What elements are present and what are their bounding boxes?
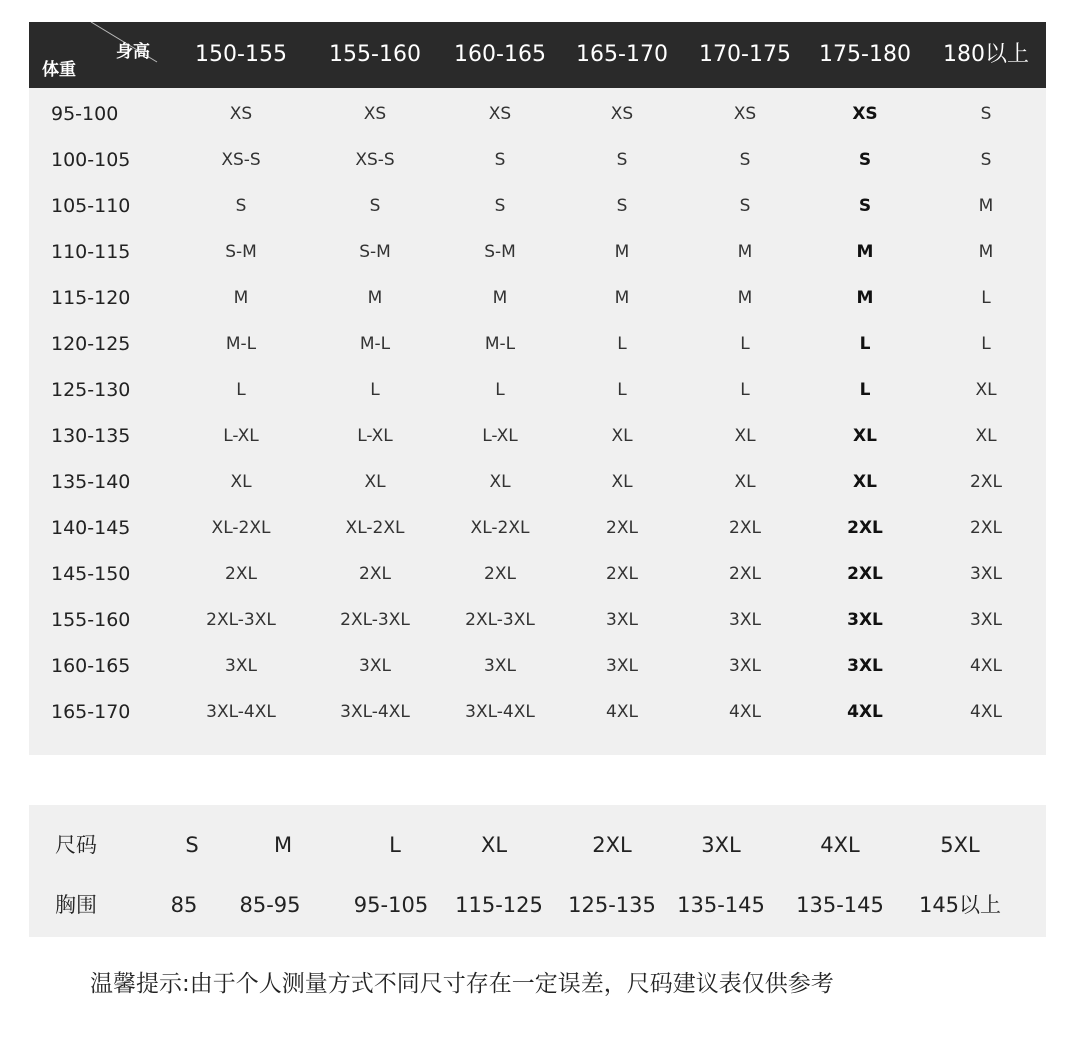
table-row — [29, 689, 1046, 735]
size-cell: L — [236, 380, 246, 400]
chest-value-cell: 145以上 — [918, 893, 1002, 917]
size-cell: S — [369, 196, 381, 216]
table-row — [29, 459, 1046, 505]
height-range-header: 180以上 — [943, 42, 1029, 67]
size-cell: S — [494, 196, 506, 216]
size-code-cell: 5XL — [940, 833, 980, 857]
size-cell: M-L — [359, 334, 391, 354]
table-row — [29, 229, 1046, 275]
table-row — [29, 275, 1046, 321]
chest-row-label: 胸围 — [55, 893, 97, 917]
size-cell: 2XL — [729, 564, 761, 584]
size-cell: S — [858, 150, 872, 170]
size-cell: L — [617, 380, 627, 400]
size-cell: XL — [853, 426, 877, 446]
size-code-cell: XL — [480, 833, 508, 857]
size-cell: M — [492, 288, 508, 308]
weight-range-cell: 115-120 — [51, 287, 131, 309]
size-cell: M — [856, 288, 874, 308]
size-cell: L — [495, 380, 505, 400]
size-cell: 4XL — [970, 656, 1002, 676]
chest-value-cell: 125-135 — [568, 893, 656, 917]
chest-value-cell: 115-125 — [455, 893, 543, 917]
size-cell: 2XL-3XL — [340, 610, 410, 630]
size-cell: 2XL — [970, 518, 1002, 538]
size-cell: 3XL — [484, 656, 516, 676]
table-row — [29, 643, 1046, 689]
chest-measurement-table — [29, 805, 1046, 937]
size-cell: 4XL — [729, 702, 761, 722]
height-range-header: 155-160 — [329, 42, 421, 67]
size-cell: 2XL — [484, 564, 516, 584]
size-cell: 2XL — [729, 518, 761, 538]
size-cell: 2XL — [359, 564, 391, 584]
size-cell: 2XL-3XL — [206, 610, 276, 630]
height-axis-label: 身高 — [116, 42, 150, 62]
size-cell: 3XL — [359, 656, 391, 676]
table-row — [29, 551, 1046, 597]
height-range-header: 165-170 — [576, 42, 668, 67]
size-cell: XL-2XL — [211, 518, 271, 538]
table-row — [29, 413, 1046, 459]
table-row — [29, 183, 1046, 229]
weight-range-cell: 155-160 — [51, 609, 131, 631]
table-row — [29, 91, 1046, 137]
size-cell: 2XL — [847, 518, 883, 538]
size-cell: S-M — [484, 242, 516, 262]
size-cell: XS — [610, 104, 634, 124]
weight-range-cell: 130-135 — [51, 425, 131, 447]
size-cell: S — [980, 104, 992, 124]
size-cell: L — [617, 334, 627, 354]
height-range-header: 150-155 — [195, 42, 287, 67]
size-cell: S — [235, 196, 247, 216]
size-cell: XL — [734, 472, 756, 492]
size-cell: 2XL — [606, 564, 638, 584]
size-cell: M — [233, 288, 249, 308]
size-cell: 4XL — [970, 702, 1002, 722]
size-code-cell: S — [185, 833, 199, 857]
size-cell: XS — [733, 104, 757, 124]
size-cell: S — [494, 150, 506, 170]
size-cell: XL — [975, 426, 997, 446]
size-cell: S — [739, 196, 751, 216]
size-row-label: 尺码 — [55, 833, 97, 857]
size-cell: M — [614, 288, 630, 308]
size-cell: M — [978, 196, 994, 216]
chest-value-cell: 85 — [170, 893, 198, 917]
size-cell: 3XL — [970, 610, 1002, 630]
weight-range-cell: 145-150 — [51, 563, 131, 585]
size-cell: 3XL-4XL — [340, 702, 410, 722]
size-cell: 2XL-3XL — [465, 610, 535, 630]
size-cell: XL-2XL — [470, 518, 530, 538]
size-cell: L — [981, 334, 991, 354]
size-cell: 3XL — [847, 656, 883, 676]
size-cell: 2XL — [606, 518, 638, 538]
size-cell: L-XL — [223, 426, 259, 446]
weight-range-cell: 95-100 — [51, 103, 119, 125]
size-cell: 3XL — [606, 656, 638, 676]
size-cell: 2XL — [970, 472, 1002, 492]
chest-value-cell: 85-95 — [239, 893, 301, 917]
height-range-header: 175-180 — [819, 42, 911, 67]
size-recommendation-table — [29, 22, 1046, 755]
weight-range-cell: 100-105 — [51, 149, 131, 171]
size-code-cell: 3XL — [701, 833, 741, 857]
size-cell: 4XL — [606, 702, 638, 722]
size-cell: XL — [853, 472, 877, 492]
size-cell: S — [858, 196, 872, 216]
weight-range-cell: 110-115 — [51, 241, 131, 263]
size-cell: XS-S — [221, 150, 261, 170]
size-cell: XL — [489, 472, 511, 492]
size-cell: 3XL — [729, 656, 761, 676]
size-cell: XS — [229, 104, 253, 124]
weight-range-cell: 165-170 — [51, 701, 131, 723]
size-cell: L — [981, 288, 991, 308]
header-corner-cell — [29, 22, 169, 88]
table-row — [29, 597, 1046, 643]
size-cell: M — [856, 242, 874, 262]
size-cell: 3XL — [606, 610, 638, 630]
weight-range-cell: 160-165 — [51, 655, 131, 677]
size-cell: S-M — [359, 242, 391, 262]
size-cell: XL — [611, 472, 633, 492]
size-cell: 3XL — [729, 610, 761, 630]
size-cell: S — [616, 150, 628, 170]
size-cell: XL — [230, 472, 252, 492]
size-cell: XL — [364, 472, 386, 492]
table-row — [29, 321, 1046, 367]
size-cell: XS — [852, 104, 878, 124]
weight-range-cell: 140-145 — [51, 517, 131, 539]
size-cell: M — [737, 242, 753, 262]
table-header-row — [29, 22, 1046, 88]
size-cell: M — [614, 242, 630, 262]
size-cell: L — [740, 380, 750, 400]
size-cell: S-M — [225, 242, 257, 262]
tip-note: 温馨提示:由于个人测量方式不同尺寸存在一定误差，尺码建议表仅供参考 — [90, 971, 834, 997]
size-cell: XL-2XL — [345, 518, 405, 538]
size-cell: L — [859, 334, 871, 354]
table-row — [29, 367, 1046, 413]
height-range-header: 160-165 — [454, 42, 546, 67]
size-cell: 4XL — [847, 702, 883, 722]
size-cell: 3XL — [847, 610, 883, 630]
weight-range-cell: 125-130 — [51, 379, 131, 401]
size-row — [29, 825, 1046, 865]
size-cell: S — [616, 196, 628, 216]
size-code-cell: 4XL — [820, 833, 860, 857]
size-cell: 2XL — [847, 564, 883, 584]
size-cell: L — [370, 380, 380, 400]
size-cell: XL — [734, 426, 756, 446]
size-cell: 2XL — [225, 564, 257, 584]
size-cell: XL — [975, 380, 997, 400]
size-cell: 3XL-4XL — [206, 702, 276, 722]
size-cell: L-XL — [357, 426, 393, 446]
size-cell: M-L — [484, 334, 516, 354]
size-cell: L — [740, 334, 750, 354]
size-cell: M-L — [225, 334, 257, 354]
table-row — [29, 137, 1046, 183]
size-cell: M — [978, 242, 994, 262]
weight-axis-label: 体重 — [42, 60, 76, 80]
size-cell: 3XL-4XL — [465, 702, 535, 722]
weight-range-cell: 135-140 — [51, 471, 131, 493]
size-cell: M — [737, 288, 753, 308]
size-cell: XS-S — [355, 150, 395, 170]
size-cell: L-XL — [482, 426, 518, 446]
chest-value-cell: 135-145 — [677, 893, 765, 917]
chest-row — [29, 885, 1046, 925]
size-cell: S — [739, 150, 751, 170]
size-cell: L — [859, 380, 871, 400]
weight-range-cell: 120-125 — [51, 333, 131, 355]
size-code-cell: 2XL — [592, 833, 632, 857]
weight-range-cell: 105-110 — [51, 195, 131, 217]
size-cell: M — [367, 288, 383, 308]
chest-value-cell: 95-105 — [353, 893, 429, 917]
size-cell: XL — [611, 426, 633, 446]
size-code-cell: M — [273, 833, 293, 857]
chest-value-cell: 135-145 — [796, 893, 884, 917]
size-cell: 3XL — [970, 564, 1002, 584]
size-cell: S — [980, 150, 992, 170]
size-code-cell: L — [389, 833, 401, 857]
size-cell: XS — [363, 104, 387, 124]
height-range-header: 170-175 — [699, 42, 791, 67]
size-cell: 3XL — [225, 656, 257, 676]
size-cell: XS — [488, 104, 512, 124]
table-row — [29, 505, 1046, 551]
